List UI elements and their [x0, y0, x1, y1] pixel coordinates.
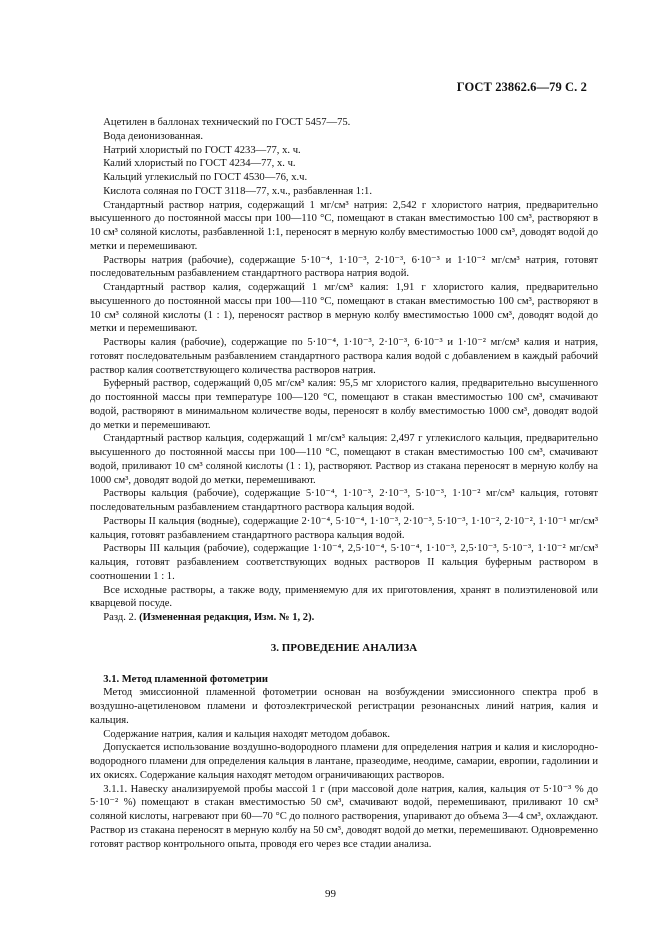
amendment-reference: (Измененная редакция, Изм. № 1, 2).: [139, 612, 315, 623]
paragraph: Натрий хлористый по ГОСТ 4233—77, х. ч.: [103, 144, 301, 156]
paragraph: Буферный раствор, содержащий 0,05 мг/см³ калия: 95,5 мг хлористого калия, предварительно высушенного до постоянной массы при температуре 100—120 °С, помещают в стакан вместимостью 100 см³, смачивают водой, растворяют в минимальном количестве воды, переносят в колбу вместимостью 1000 см³, доводят водой до метки и перемешивают.: [90, 378, 598, 431]
subsection-title: 3.1. Метод пламенной фотометрии: [103, 673, 268, 685]
page-number: 99: [325, 888, 336, 900]
paragraph: Кальций углекислый по ГОСТ 4530—76, х.ч.: [103, 172, 308, 183]
document-body: [90, 116, 598, 851]
paragraph: Растворы II кальция (водные), содержащие 2·10⁻⁴, 5·10⁻⁴, 1·10⁻³, 2·10⁻³, 5·10⁻³, 1·10⁻², 2·10⁻², 1·10⁻¹ мг/см³ кальция, готовят разбавлением стандартного раствора кальция водой.: [90, 515, 598, 541]
paragraph: Содержание натрия, калия и кальция находят методом добавок.: [103, 728, 391, 740]
paragraph: Растворы калия (рабочие), содержащие по 5·10⁻⁴, 1·10⁻³, 2·10⁻³, 6·10⁻³ и 1·10⁻² мг/см³ калия и натрия, готовят последовательным разбавлением стандартного раствора калия водой с добавлением в каждый рабочий раствор калия соответствующего количества растворов натрия.: [90, 337, 598, 376]
paragraph: Кислота соляная по ГОСТ 3118—77, х.ч., разбавленная 1:1.: [103, 185, 372, 197]
paragraph: 3.1.1. Навеску анализируемой пробы массой 1 г (при массовой доле натрия, калия, кальция от 5·10⁻³ % до 5·10⁻² %) помещают в стакан вместимостью 50 см³, смачивают водой, перемешивают, приливают 10 см³ соляной кислоты, нагревают при 60—70 °С до полного растворения, упаривают до объема 3—4 см³, охлаждают. Раствор из стакана переносят в мерную колбу на 50 см³, доводят водой до метки, перемешивают. Одновременно готовят раствор контрольного опыта, проводя его через все стадии анализа.: [90, 783, 598, 850]
paragraph: Калий хлористый по ГОСТ 4234—77, х. ч.: [103, 158, 296, 170]
amendment-note: [90, 611, 598, 625]
section-title: 3. ПРОВЕДЕНИЕ АНАЛИЗА: [270, 641, 418, 654]
paragraph: Допускается использование воздушно-водородного пламени для определения натрия и калия и кислородно-водородного пламени для определения кальция в лантане, празеодиме, неодиме, самарии, европии, гадолинии и их окисях. Содержание кальция находят методом ограничивающих растворов.: [90, 742, 598, 781]
paragraph: Стандартный раствор натрия, содержащий 1 мг/см³ натрия: 2,542 г хлористого натрия, предварительно высушенного до постоянной массы при 100—110 °С, помещают в стакан вместимостью 100 см³, растворяют в 10 см³ соляной кислоты, разбавленной 1:1, переносят в мерную колбу вместимостью 1000 см³, доводят водой до метки и перемешивают.: [90, 199, 598, 252]
paragraph: Растворы натрия (рабочие), содержащие 5·10⁻⁴, 1·10⁻³, 2·10⁻³, 6·10⁻³ и 1·10⁻² мг/см³ натрия, готовят последовательным разбавлением стандартного раствора натрия водой.: [90, 254, 598, 280]
paragraph: Растворы III кальция (рабочие), содержащие 1·10⁻⁴, 2,5·10⁻⁴, 5·10⁻⁴, 1·10⁻³, 2,5·10⁻³, 5·10⁻³, 1·10⁻² мг/см³ кальция, готовят разбавлением соответствующих водных растворов II кальция буферным раствором в соотношении 1 : 1.: [90, 543, 598, 582]
paragraph: Растворы кальция (рабочие), содержащие 5·10⁻⁴, 1·10⁻³, 2·10⁻³, 5·10⁻³, 1·10⁻² мг/см³ кальция, готовят последовательным разбавлением стандартного раствора кальция водой.: [90, 488, 598, 513]
paragraph: Вода деионизованная.: [103, 130, 203, 142]
document-reference-header: ГОСТ 23862.6—79 С. 2: [456, 80, 587, 94]
paragraph: Ацетилен в баллонах технический по ГОСТ 5457—75.: [103, 117, 351, 128]
amendment-prefix: Разд. 2.: [103, 612, 140, 623]
paragraph: Все исходные растворы, а также воду, применяемую для их приготовления, хранят в полиэтиленовой или кварцевой посуде.: [90, 584, 598, 610]
paragraph: Стандартный раствор кальция, содержащий 1 мг/см³ кальция: 2,497 г углекислого кальция, предварительно высушенного до постоянной массы при 100—110 °С, помещают в стакан вместимостью 100 см³, смачивают водой, приливают 10 см³ соляной кислоты (1 : 1), растворяют. Раствор из стакана переносят в мерную колбу на 1000 см³, доводят водой до метки, перемешивают.: [90, 433, 598, 486]
paragraph: Стандартный раствор калия, содержащий 1 мг/см³ калия: 1,91 г хлористого калия, предварительно высушенного до постоянной массы при 100—110 °С, помещают в стакан вместимостью 100 см³, растворяют в 10 см³ соляной кислоты (1 : 1), переносят раствор в мерную колбу вместимостью 1000 см³, доводят водой до метки и перемешивают.: [90, 282, 598, 335]
paragraph: Метод эмиссионной пламенной фотометрии основан на возбуждении эмиссионного спектра проб в воздушно-ацетиленовом пламени и фотоэлектрической регистрации резонансных линий натрия, калия и кальция.: [90, 687, 598, 726]
